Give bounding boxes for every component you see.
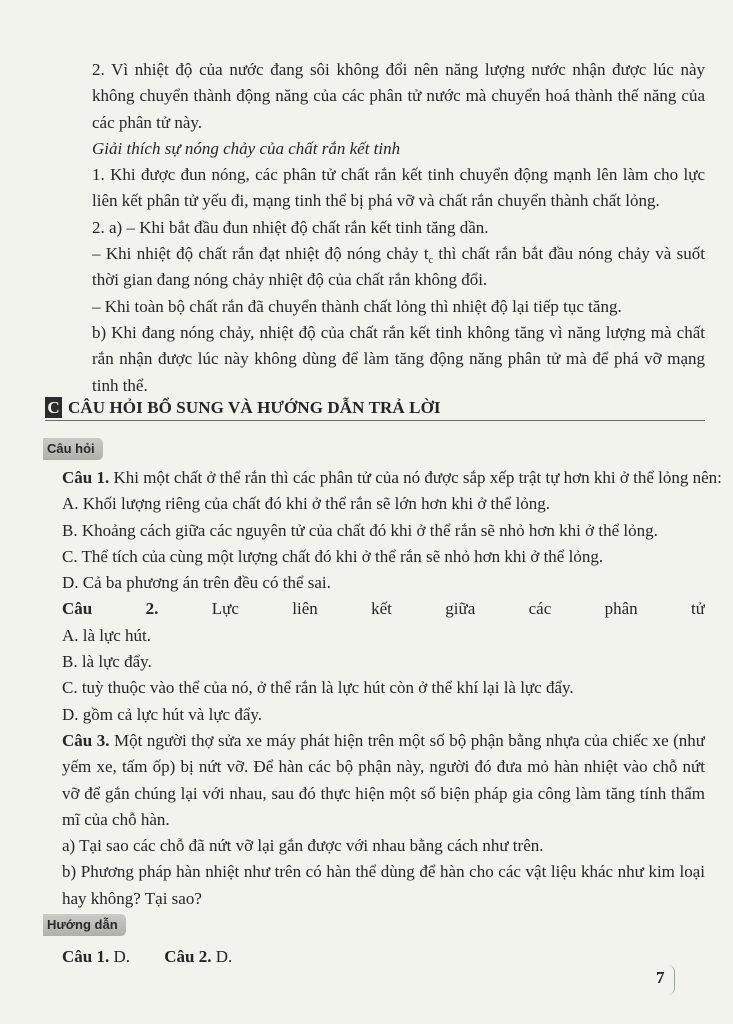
text-line: [92, 373, 705, 399]
text-segment: hay không? Tại sao?: [62, 888, 202, 908]
text-line: [92, 294, 705, 320]
text-segment: vỡ để gắn chúng lại với nhau, sau đó thực hiện một số biện pháp gia công làm tăng tính thẩm: [62, 783, 705, 803]
text-segment: A. là lực hút.: [62, 625, 152, 645]
text-segment: B. là lực đẩy.: [62, 652, 152, 672]
text-line: [62, 596, 705, 622]
text-segment: B. Khoảng cách giữa các nguyên tử của chất đó khi ở thể rắn sẽ nhỏ hơn khi ở thể lỏng.: [62, 520, 658, 540]
text-segment: D. gồm cả lực hút và lực đẩy.: [62, 704, 263, 724]
question-label: Câu 2.: [62, 599, 159, 619]
text-line: [62, 781, 705, 807]
text-line: [92, 110, 705, 136]
text-segment: Lực liên kết giữa các phân tử: [158, 599, 705, 619]
subscript: c: [428, 255, 433, 267]
text-segment: yếm xe, tấm ốp) bị nứt vỡ. Để hàn các bộ phận này, người đó đưa mỏ hàn nhiệt vào chỗ nứt: [62, 757, 705, 777]
text-segment: thời gian đang nóng chảy nhiệt độ của chất rắn không đổi.: [92, 270, 488, 290]
explanation-section: [92, 57, 705, 399]
text-line: [62, 518, 705, 544]
text-segment: rắn nhận được lúc này không dùng để làm tăng động năng phân tử mà để phá vỡ mạng: [92, 349, 705, 369]
text-line: [92, 83, 705, 109]
text-segment: 1. Khi được đun nóng, các phân tử chất rắn kết tinh chuyển động mạnh lên làm cho lực: [92, 165, 705, 185]
text-segment: Giải thích sự nóng chảy của chất rắn kết tinh: [92, 138, 401, 158]
answers-tag: Hướng dẫn: [43, 914, 126, 936]
text-line: [62, 859, 705, 885]
text-segment: C. tuỳ thuộc vào thể của nó, ở thể rắn là lực hút còn ở thể khí lại là lực đẩy.: [62, 678, 574, 698]
answer-value: D.: [109, 947, 131, 966]
text-line: [62, 728, 705, 754]
text-segment: b) Khi đang nóng chảy, nhiệt độ của chất rắn kết tinh không tăng vì năng lượng mà chất: [92, 322, 705, 342]
text-segment: không chuyển thành động năng của các phân tử nước mà chuyển hoá thành thế năng của: [92, 86, 705, 106]
text-segment: mĩ của chỗ hàn.: [62, 809, 170, 829]
text-line: [92, 188, 705, 214]
question-label: Câu 1.: [62, 468, 110, 487]
section-title: CÂU HỎI BỔ SUNG VÀ HƯỚNG DẪN TRẢ LỜI: [68, 398, 441, 417]
text-line: [62, 649, 705, 675]
text-line: [92, 162, 705, 188]
answer-label: Câu 1.: [62, 947, 110, 966]
text-line: [62, 754, 705, 780]
questions-tag: Câu hỏi: [43, 438, 103, 460]
text-segment: Một người thợ sửa xe máy phát hiện trên một số bộ phận bằng nhựa của chiếc xe (như: [109, 730, 705, 750]
text-line: [92, 267, 705, 293]
text-line: [62, 544, 705, 570]
page-number-bracket: [668, 965, 675, 995]
text-segment: a) Tại sao các chỗ đã nứt vỡ lại gắn được với nhau bằng cách như trên.: [62, 836, 544, 856]
text-segment: b) Phương pháp hàn nhiệt như trên có hàn thể dùng để hàn cho các vật liệu khác như kim loại: [62, 862, 705, 882]
text-line: [62, 886, 705, 912]
answer-1: [62, 947, 130, 966]
text-segment: D. Cả ba phương án trên đều có thể sai.: [62, 573, 331, 593]
text-segment: – Khi nhiệt độ chất rắn đạt nhiệt độ nóng chảy t: [92, 244, 429, 264]
text-segment: C. Thể tích của cùng một lượng chất đó khi ở thể rắn sẽ nhỏ hơn khi ở thể lỏng.: [62, 546, 604, 566]
text-line: [62, 623, 705, 649]
text-line: [62, 491, 705, 517]
text-line: [62, 833, 705, 859]
answer-value: D.: [211, 947, 233, 966]
text-line: [62, 807, 705, 833]
text-segment: liên kết phân tử yếu đi, mạng tinh thể bị phá vỡ và chất rắn chuyển thành chất lỏng.: [92, 191, 660, 211]
answer-label: Câu 2.: [164, 947, 212, 966]
text-line: [92, 241, 705, 267]
text-line: [62, 702, 705, 728]
text-line: [62, 675, 705, 701]
text-line: [92, 320, 705, 346]
section-c-header: [45, 396, 705, 421]
page-number: 7: [656, 968, 665, 987]
text-line: [62, 570, 705, 596]
text-segment: 2. Vì nhiệt độ của nước đang sôi không đổi nên năng lượng nước nhận được lúc này: [92, 60, 705, 79]
answer-2: [164, 947, 232, 966]
text-line: [62, 465, 722, 491]
text-line: [92, 57, 705, 83]
question-label: Câu 3.: [62, 730, 110, 750]
text-segment: A. Khối lượng riêng của chất đó khi ở thể rắn sẽ lớn hơn khi ở thể lỏng.: [62, 494, 551, 514]
text-segment: – Khi toàn bộ chất rắn đã chuyển thành chất lỏng thì nhiệt độ lại tiếp tục tăng.: [92, 296, 622, 316]
text-line: [92, 215, 705, 241]
text-segment: thì chất rắn bắt đầu nóng chảy và suốt: [433, 244, 705, 264]
section-letter-badge: C: [45, 397, 62, 418]
text-line: [92, 346, 705, 372]
text-segment: các phân tử này.: [92, 112, 203, 132]
text-line: [92, 136, 705, 162]
text-segment: 2. a) – Khi bắt đầu đun nhiệt độ chất rắn kết tinh tăng dần.: [92, 217, 489, 237]
questions-section: [62, 465, 722, 912]
text-segment: Khi một chất ở thể rắn thì các phân tử của nó được sắp xếp trật tự hơn khi ở thể lỏng nên:: [109, 468, 722, 487]
answers: [62, 944, 262, 970]
text-segment: tinh thể.: [92, 375, 148, 395]
